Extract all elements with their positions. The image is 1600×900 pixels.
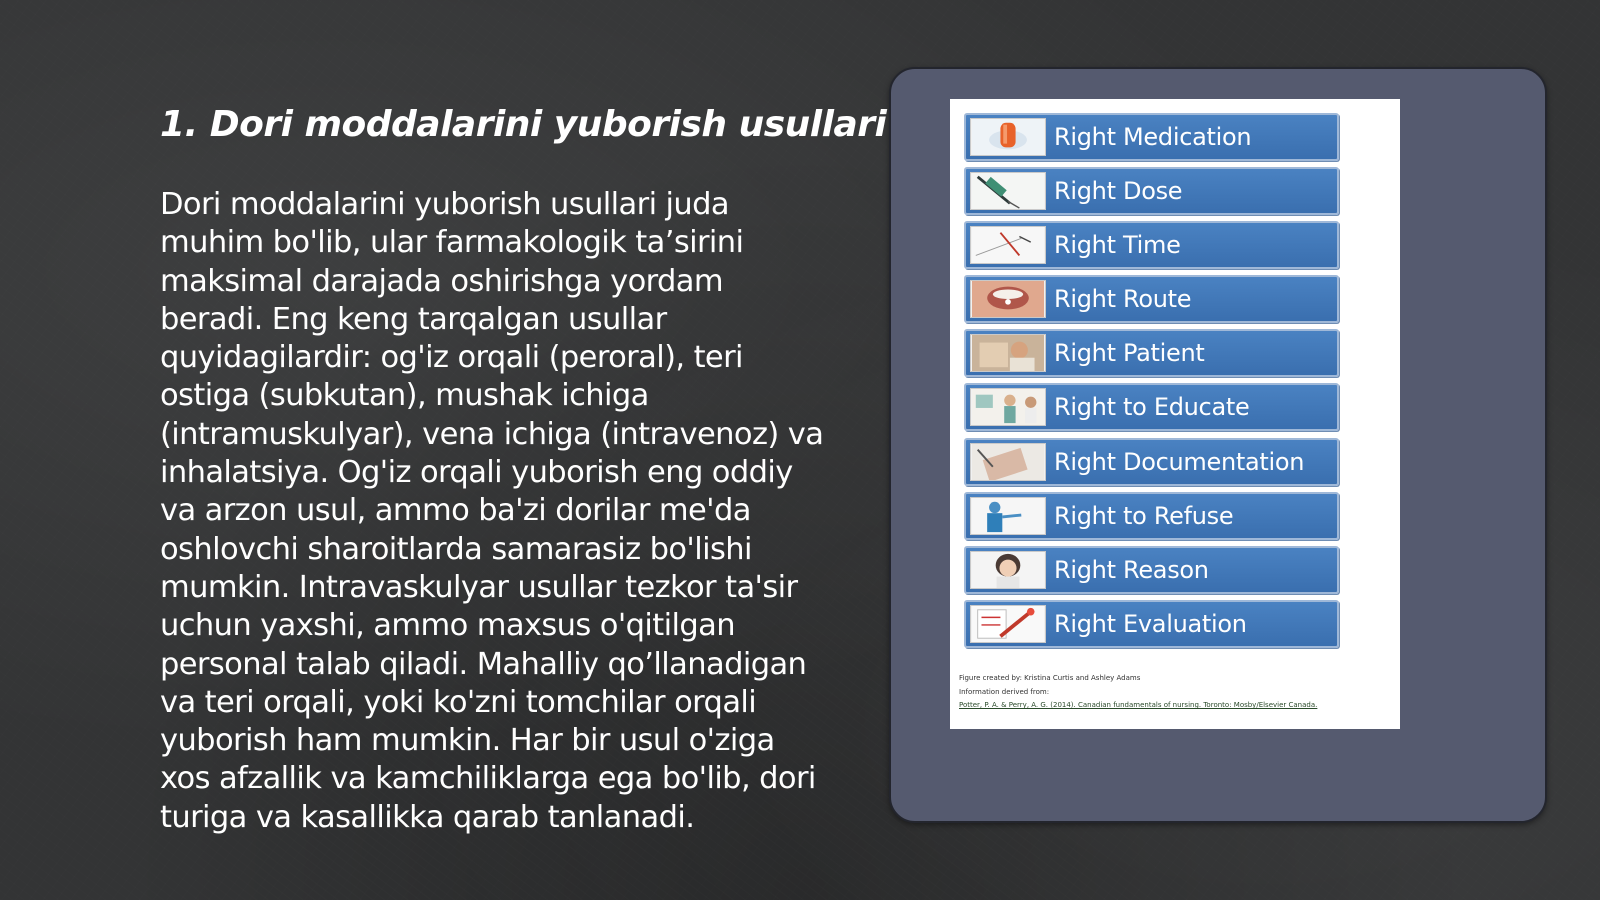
- right-item: [964, 438, 1339, 486]
- right-item-label: Right Documentation: [1054, 447, 1305, 476]
- credits-author: Figure created by: Kristina Curtis and Ashley Adams: [959, 674, 1141, 682]
- right-item-label: Right Reason: [1054, 555, 1209, 584]
- rights-list: [964, 113, 1339, 654]
- slide-body-text: Dori moddalarini yuborish usullari juda muhim bo'lib, ular farmakologik ta’sirini maksimal darajada oshirishga yordam beradi. Eng keng tarqalgan usullar quyidagilardir: og'iz orqali (peroral), teri ostiga (subkutan), mushak ichiga (intramuskulyar), vena ichiga (intravenoz) va inhalatsiya. Og'iz orqali yuborish eng oddiy va arzon usul, ammo ba'zi dorilar me'da oshlovchi sharoitlarda samarasiz bo'lishi mumkin. Intravaskulyar usullar tezkor ta'sir uchun yaxshi, ammo maxsus o'qitilgan personal talab qiladi. Mahalliy qo’llanadigan va teri orqali, yoki ko'zni tomchilar orqali yuborish ham mumkin. Har bir usul o'ziga xos afzallik va kamchiliklarga ega bo'lib, dori turiga va kasallikka qarab tanlanadi.: [160, 187, 824, 835]
- rights-figure: [950, 99, 1400, 729]
- patient-icon: [970, 334, 1046, 372]
- right-item: [964, 167, 1339, 215]
- right-item: [964, 383, 1339, 431]
- right-item: [964, 113, 1339, 161]
- slide-title: 1. Dori moddalarini yuborish usullari: [160, 104, 887, 145]
- right-item-label: Right to Refuse: [1054, 501, 1234, 530]
- syringe-icon: [970, 172, 1046, 210]
- right-item-label: Right Evaluation: [1054, 609, 1247, 638]
- nurse-educating-icon: [970, 388, 1046, 426]
- right-item: [964, 221, 1339, 269]
- clock-icon: [970, 226, 1046, 264]
- right-item: [964, 275, 1339, 323]
- right-item-label: Right Dose: [1054, 177, 1183, 206]
- mouth-icon: [970, 280, 1046, 318]
- refuse-icon: [970, 497, 1046, 535]
- right-item: [964, 546, 1339, 594]
- figure-credits: [959, 672, 1389, 713]
- right-item-label: Right Time: [1054, 231, 1181, 260]
- pill-bottle-icon: [970, 118, 1046, 156]
- right-item-label: Right Patient: [1054, 339, 1205, 368]
- documentation-icon: [970, 443, 1046, 481]
- right-item: [964, 329, 1339, 377]
- checklist-icon: [970, 605, 1046, 643]
- right-item-label: Right Medication: [1054, 123, 1252, 151]
- credits-source-label: Information derived from:: [959, 687, 1050, 696]
- right-item-label: Right to Educate: [1054, 393, 1250, 422]
- credits-reference: Potter, P. A. & Perry, A. G. (2014). Canadian fundamentals of nursing. Toronto: Mosby/Elsevier Canada.: [959, 701, 1318, 709]
- right-item: [964, 492, 1339, 540]
- thinking-person-icon: [970, 551, 1046, 589]
- right-item-label: Right Route: [1054, 285, 1192, 314]
- right-item: [964, 600, 1339, 648]
